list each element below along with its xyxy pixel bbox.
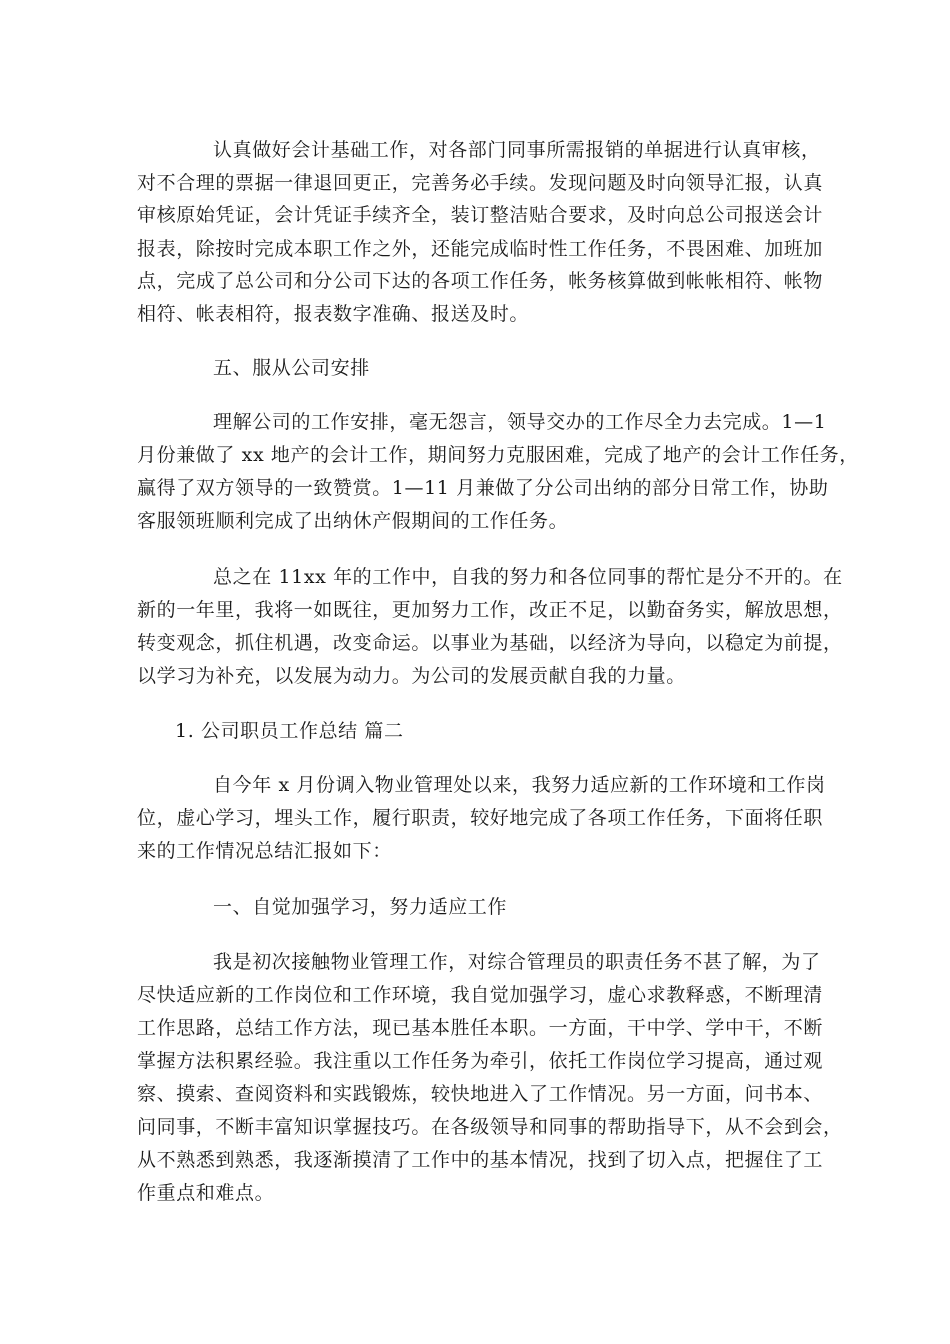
paragraph-line: 理解公司的工作安排，毫无怨言，领导交办的工作尽全力去完成。1—1 <box>213 411 827 433</box>
paragraph-line: 作重点和难点。 <box>137 1182 275 1204</box>
paragraph-line: 客服领班顺利完成了出纳休产假期间的工作任务。 <box>137 510 569 532</box>
paragraph-line: 从不熟悉到熟悉，我逐渐摸清了工作中的基本情况，找到了切入点，把握住了工 <box>137 1149 824 1171</box>
paragraph-line: 尽快适应新的工作岗位和工作环境，我自觉加强学习，虚心求教释惑，不断理清 <box>137 984 824 1006</box>
paragraph-line: 新的一年里，我将一如既往，更加努力工作，改正不足，以勤奋务实，解放思想， <box>137 599 843 621</box>
paragraph-line: 位，虚心学习，埋头工作，履行职责，较好地完成了各项工作任务，下面将任职 <box>137 807 824 829</box>
paragraph-line: 赢得了双方领导的一致赞赏。1—11 月兼做了分公司出纳的部分日常工作，协助 <box>137 477 829 499</box>
paragraph-line: 我是初次接触物业管理工作，对综合管理员的职责任务不甚了解，为了 <box>213 951 821 973</box>
paragraph-line: 对不合理的票据一律退回更正，完善务必手续。发现问题及时向领导汇报，认真 <box>137 172 824 194</box>
paragraph-line: 认真做好会计基础工作，对各部门同事所需报销的单据进行认真审核， <box>213 139 821 161</box>
paragraph-line: 自今年 x 月份调入物业管理处以来，我努力适应新的工作环境和工作岗 <box>213 774 826 796</box>
paragraph-line: 掌握方法积累经验。我注重以工作任务为牵引，依托工作岗位学习提高，通过观 <box>137 1050 824 1072</box>
paragraph-line: 工作思路，总结工作方法，现已基本胜任本职。一方面，干中学、学中干，不断 <box>137 1017 824 1039</box>
section-heading: 一、自觉加强学习，努力适应工作 <box>213 896 508 918</box>
paragraph-line: 问同事，不断丰富知识掌握技巧。在各级领导和同事的帮助指导下，从不会到会， <box>137 1116 843 1138</box>
paragraph-line: 审核原始凭证，会计凭证手续齐全，装订整洁贴合要求，及时向总公司报送会计 <box>137 204 824 226</box>
section-heading: 五、服从公司安排 <box>213 357 370 379</box>
paragraph-line: 报表，除按时完成本职工作之外，还能完成临时性工作任务，不畏困难、加班加 <box>137 238 824 260</box>
paragraph-line: 相符、帐表相符，报表数字准确、报送及时。 <box>137 303 530 325</box>
paragraph-line: 以学习为补充，以发展为动力。为公司的发展贡献自我的力量。 <box>137 665 686 687</box>
paragraph-line: 点，完成了总公司和分公司下达的各项工作任务，帐务核算做到帐帐相符、帐物 <box>137 270 824 292</box>
paragraph-line: 月份兼做了 xx 地产的会计工作，期间努力克服困难，完成了地产的会计工作任务， <box>137 444 859 466</box>
paragraph-line: 转变观念，抓住机遇，改变命运。以事业为基础，以经济为导向，以稳定为前提， <box>137 632 843 654</box>
paragraph-line: 总之在 11xx 年的工作中，自我的努力和各位同事的帮忙是分不开的。在 <box>213 566 843 588</box>
paragraph-line: 来的工作情况总结汇报如下： <box>137 840 392 862</box>
paragraph-line: 察、摸索、查阅资料和实践锻炼，较快地进入了工作情况。另一方面，问书本、 <box>137 1083 824 1105</box>
section-heading: 1. 公司职员工作总结 篇二 <box>175 720 404 742</box>
